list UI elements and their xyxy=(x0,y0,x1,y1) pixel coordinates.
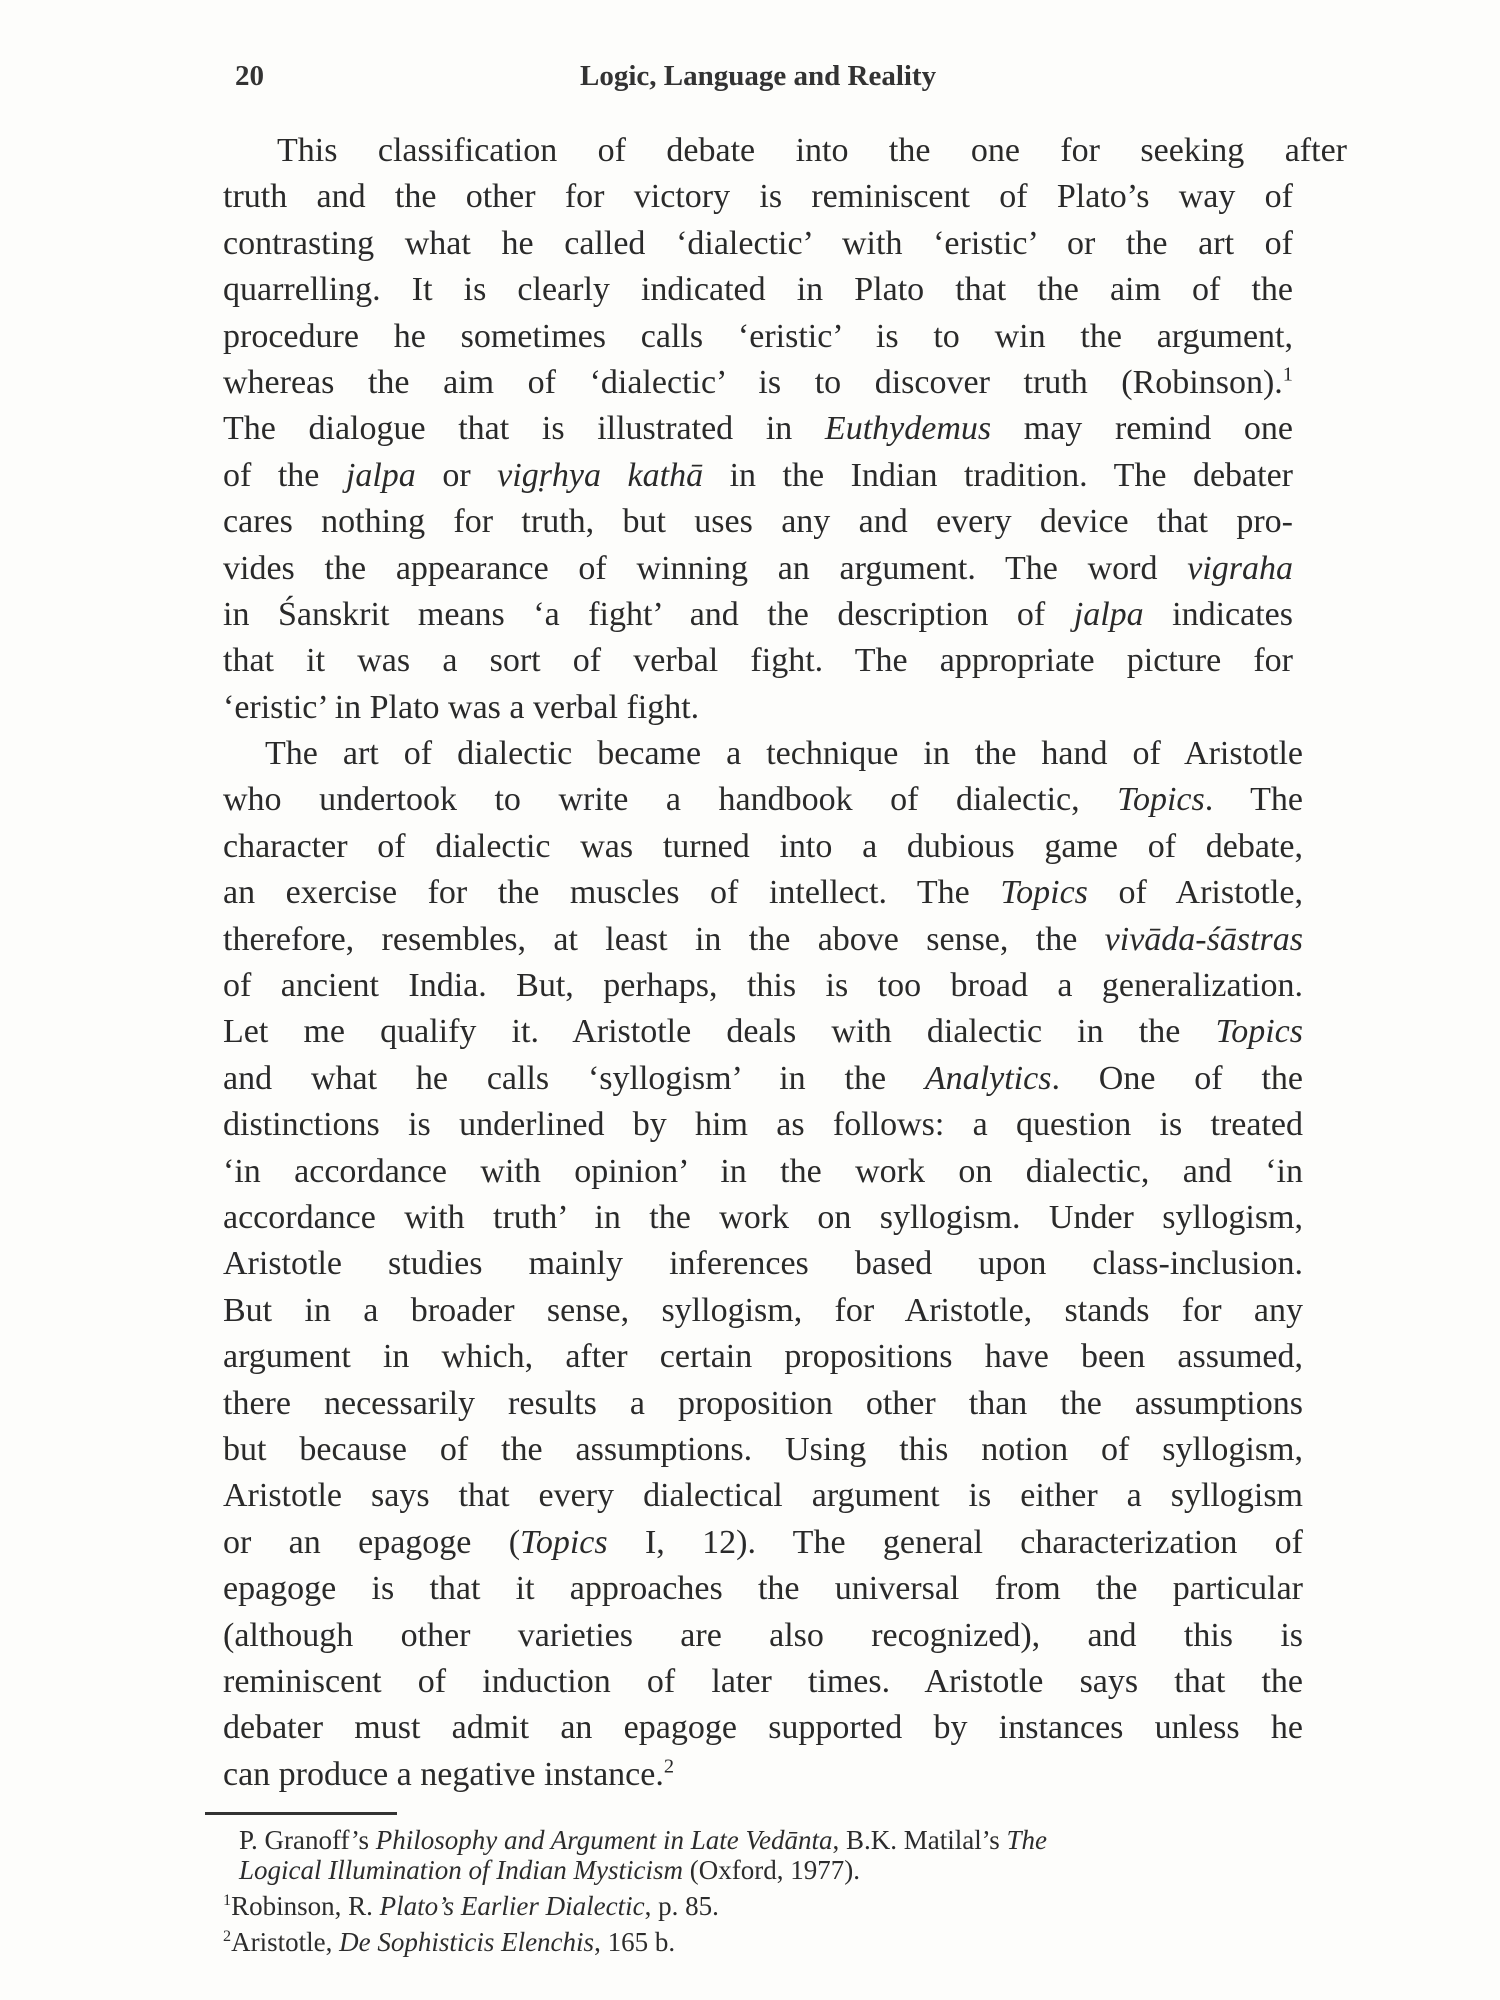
text-line: there necessarily results a proposition other than the assumptions xyxy=(223,1384,1303,1422)
text-line: an exercise for the muscles of intellect. The Topics of Aristotle, xyxy=(223,874,1304,912)
text-line: argument in which, after certain propositions have been assumed, xyxy=(223,1338,1303,1376)
text-line: debater must admit an epagoge supported by instances unless he xyxy=(223,1709,1303,1747)
text-line: The art of dialectic became a technique in the hand of Aristotle xyxy=(265,735,1303,773)
text-line: in Śanskrit means ‘a fight’ and the description of jalpa indicates xyxy=(223,595,1294,633)
text-line: The dialogue that is illustrated in Euthydemus may remind one xyxy=(223,410,1293,448)
text-line: but because of the assumptions. Using this notion of syllogism, xyxy=(223,1430,1303,1468)
text-line: whereas the aim of ‘dialectic’ is to discover truth (Robinson).$^1$ xyxy=(223,363,1293,401)
text-line: distinctions is underlined by him as follows: a question is treated xyxy=(223,1106,1303,1144)
text-line: epagoge is that it approaches the universal from the particular xyxy=(223,1570,1303,1608)
text-line: of ancient India. But, perhaps, this is too broad a generalization. xyxy=(223,967,1303,1005)
body-text xyxy=(223,128,1347,1798)
footnote-rule xyxy=(205,1812,397,1815)
text-line: This classification of debate into the one for seeking after xyxy=(277,132,1347,169)
text-line: truth and the other for victory is reminiscent of Plato’s way of xyxy=(223,178,1293,216)
text-line: can produce a negative instance.$^2$ xyxy=(223,1755,675,1793)
text-line: that it was a sort of verbal fight. The appropriate picture for xyxy=(223,642,1293,680)
text-line: therefore, resembles, at least in the above sense, the vivāda-śāstras xyxy=(223,920,1303,958)
text-line: Let me qualify it. Aristotle deals with dialectic in the Topics xyxy=(223,1013,1303,1051)
text-line: who undertook to write a handbook of dialectic, Topics. The xyxy=(223,781,1303,819)
footnote-ref-2: 2 xyxy=(663,1755,675,1778)
text-line: reminiscent of induction of later times. Aristotle says that the xyxy=(223,1662,1303,1700)
text-line: character of dialectic was turned into a dubious game of debate, xyxy=(223,827,1303,865)
paragraph-1 xyxy=(223,128,1347,731)
footnote-unnumbered: P. Granoff’s Philosophy and Argument in Late Vedānta, B.K. Matilal’s The xyxy=(239,1825,1047,1855)
text-line: quarrelling. It is clearly indicated in Plato that the aim of the xyxy=(223,271,1293,309)
paragraph-2 xyxy=(223,731,1303,1798)
text-line: vides the appearance of winning an argument. The word vigraha xyxy=(223,549,1293,587)
text-line: procedure he sometimes calls ‘eristic’ is to win the argument, xyxy=(223,317,1293,355)
text-line: cares nothing for truth, but uses any and every device that pro- xyxy=(223,503,1293,541)
footnote-1: $^1$Robinson, R. Plato’s Earlier Dialectic, p. 85. xyxy=(223,1891,719,1921)
footnote-ref-1: 1 xyxy=(1282,363,1293,386)
text-line: of the jalpa or vigṛhya kathā in the Indian tradition. The debater xyxy=(223,456,1293,494)
text-line: Aristotle says that every dialectical argument is either a syllogism xyxy=(223,1477,1303,1515)
footnotes xyxy=(223,1825,1283,1957)
footnote-unnumbered-cont: Logical Illumination of Indian Mysticism (Oxford, 1977). xyxy=(239,1855,860,1885)
text-line: contrasting what he called ‘dialectic’ with ‘eristic’ or the art of xyxy=(223,224,1293,262)
page-number: 20 xyxy=(235,60,264,92)
text-line: ‘eristic’ in Plato was a verbal fight. xyxy=(223,688,700,726)
text-line: accordance with truth’ in the work on syllogism. Under syllogism, xyxy=(223,1198,1303,1236)
text-line: But in a broader sense, syllogism, for Aristotle, stands for any xyxy=(223,1291,1303,1329)
footnote-2: $^2$Aristotle, De Sophisticis Elenchis, 165 b. xyxy=(223,1927,676,1957)
text-line: or an epagoge (Topics I, 12). The general characterization of xyxy=(223,1523,1303,1561)
running-head: Logic, Language and Reality xyxy=(580,60,937,92)
page-header xyxy=(235,56,1035,96)
text-line: Aristotle studies mainly inferences based upon class-inclusion. xyxy=(223,1245,1303,1283)
text-line: ‘in accordance with opinion’ in the work on dialectic, and ‘in xyxy=(223,1152,1303,1190)
text-line: (although other varieties are also recognized), and this is xyxy=(223,1616,1303,1654)
text-line: and what he calls ‘syllogism’ in the Analytics. One of the xyxy=(223,1059,1303,1097)
